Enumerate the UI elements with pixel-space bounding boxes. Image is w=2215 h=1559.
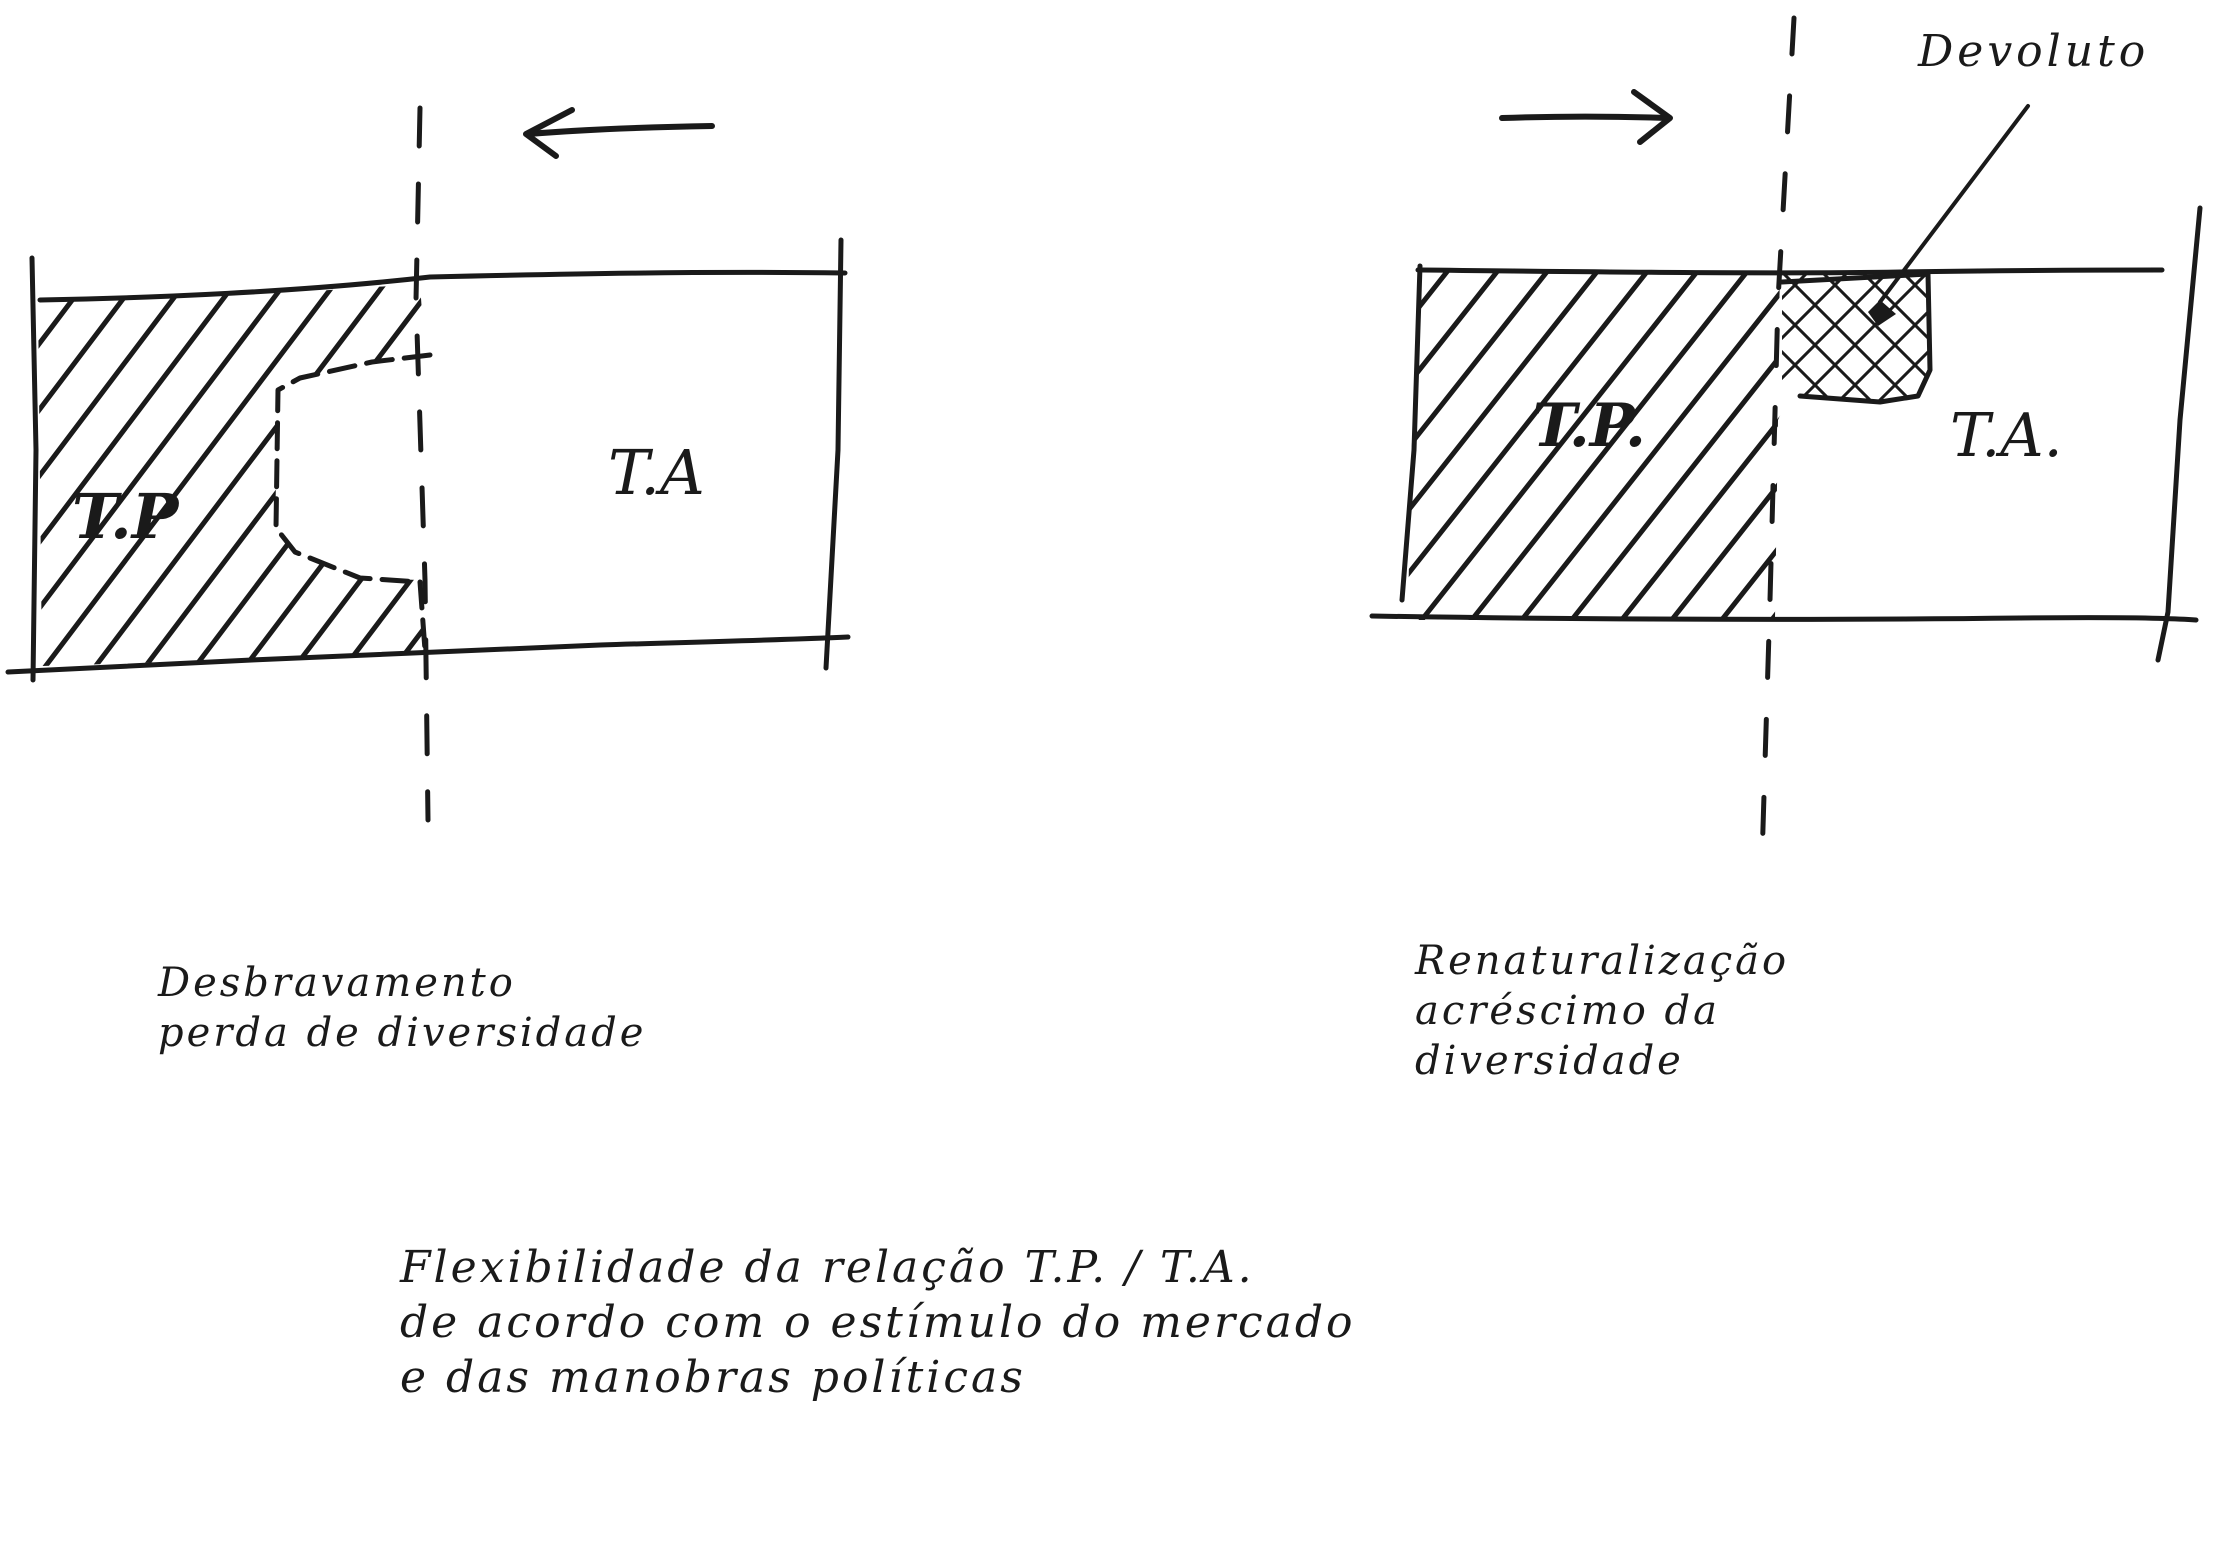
right-box-top-edge	[1418, 270, 2162, 273]
right-box-bottom-edge	[1372, 616, 2196, 620]
main-caption-line-3: e das manobras políticas	[400, 1352, 1026, 1403]
right-tp-label: T.P.	[1532, 391, 1646, 461]
main-caption	[400, 1240, 1356, 1405]
main-caption-line-1: Flexibilidade da relação T.P. / T.A.	[400, 1242, 1255, 1293]
left-arrow-icon	[526, 110, 712, 156]
left-caption-line-2: perda de diversidade	[158, 1010, 647, 1056]
left-caption	[158, 958, 646, 1058]
left-sketch	[0, 108, 848, 820]
left-tp-hatch	[0, 250, 710, 700]
left-divider-line	[416, 108, 428, 820]
right-box-right-edge	[2158, 208, 2200, 660]
left-cleared-boundary	[276, 355, 430, 650]
main-caption-line-2: de acordo com o estímulo do mercado	[400, 1297, 1356, 1348]
right-caption-line-3: diversidade	[1415, 1038, 1684, 1084]
left-ta-label: T.A	[608, 436, 705, 509]
left-tp-label: T.P	[72, 480, 179, 553]
right-sketch	[1040, 18, 2200, 860]
right-arrow-icon	[1502, 92, 1670, 142]
left-caption-line-1: Desbravamento	[158, 960, 516, 1006]
right-caption	[1415, 936, 1789, 1086]
devoluto-label: Devoluto	[1918, 26, 2150, 77]
left-box-left-edge	[32, 258, 36, 680]
left-box-top-edge	[40, 272, 845, 300]
right-caption-line-1: Renaturalização	[1415, 938, 1790, 984]
left-box-right-edge	[826, 240, 841, 668]
right-ta-label: T.A.	[1950, 401, 2063, 471]
right-caption-line-2: acréscimo da	[1415, 988, 1720, 1034]
